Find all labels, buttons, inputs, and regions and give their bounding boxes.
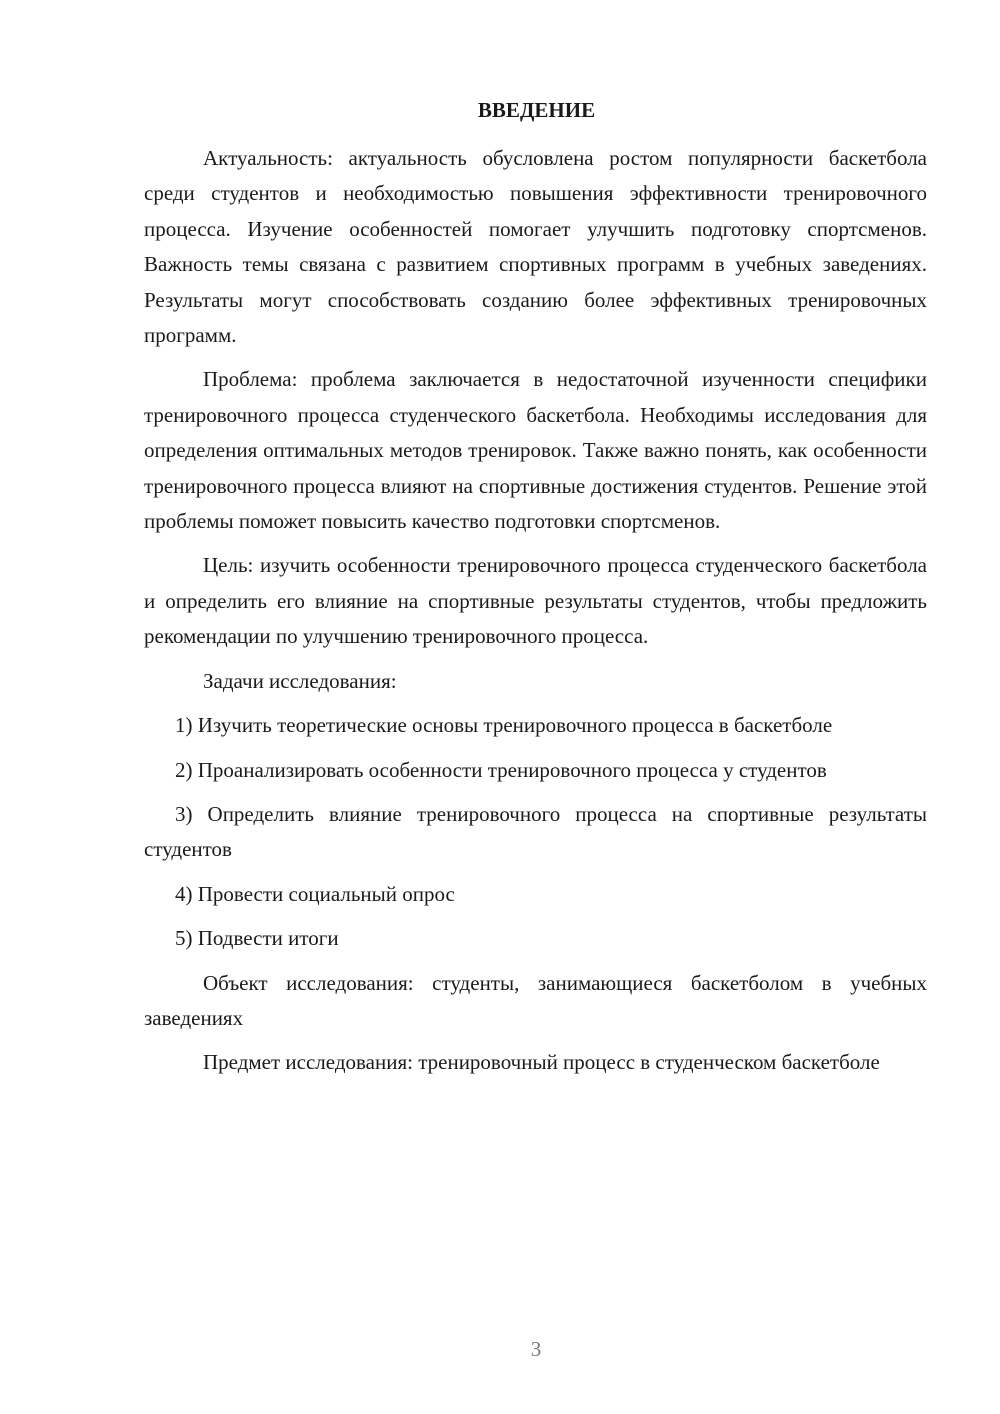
list-item: 1) Изучить теоретические основы тренировочного процесса в баскетболе: [175, 713, 833, 738]
page-title: ВВЕДЕНИЕ: [477, 98, 596, 122]
paragraph-relevance: Актуальность: актуальность обусловлена ростом популярности баскетбола среди студентов и необходимостью повышения эффективности тренировочного процесса. Изучение особенностей помогает улучшить подготовку спортсменов. Важность темы связана с развитием спортивных программ в учебных заведениях. Результаты могут способствовать созданию более эффективных тренировочных программ.: [144, 146, 927, 348]
paragraph-object: Объект исследования: студенты, занимающиеся баскетболом в учебных заведениях: [144, 970, 927, 1030]
list-item: 2) Проанализировать особенности тренировочного процесса у студентов: [175, 757, 827, 782]
list-item: 5) Подвести итоги: [175, 926, 339, 951]
list-item: 4) Провести социальный опрос: [175, 881, 455, 906]
paragraph-goal: Цель: изучить особенности тренировочного процесса студенческого баскетбола и определить его влияние на спортивные результаты студентов, чтобы предложить рекомендации по улучшению тренировочного процесса.: [144, 553, 927, 649]
paragraph-problem: Проблема: проблема заключается в недостаточной изученности специфики тренировочного процесса студенческого баскетбола. Необходимы исследования для определения оптимальных методов тренировок. Также важно понять, как особенности тренировочного процесса влияют на спортивные достижения студентов. Решение этой проблемы поможет повысить качество подготовки спортсменов.: [144, 367, 927, 534]
document-page: [144, 95, 927, 1090]
paragraph-tasks-heading: Задачи исследования:: [203, 668, 397, 693]
list-item: 3) Определить влияние тренировочного процесса на спортивные результаты студентов: [144, 801, 927, 862]
page-number: 3: [530, 1337, 542, 1361]
paragraph-subject: Предмет исследования: тренировочный процесс в студенческом баскетболе: [203, 1050, 880, 1075]
